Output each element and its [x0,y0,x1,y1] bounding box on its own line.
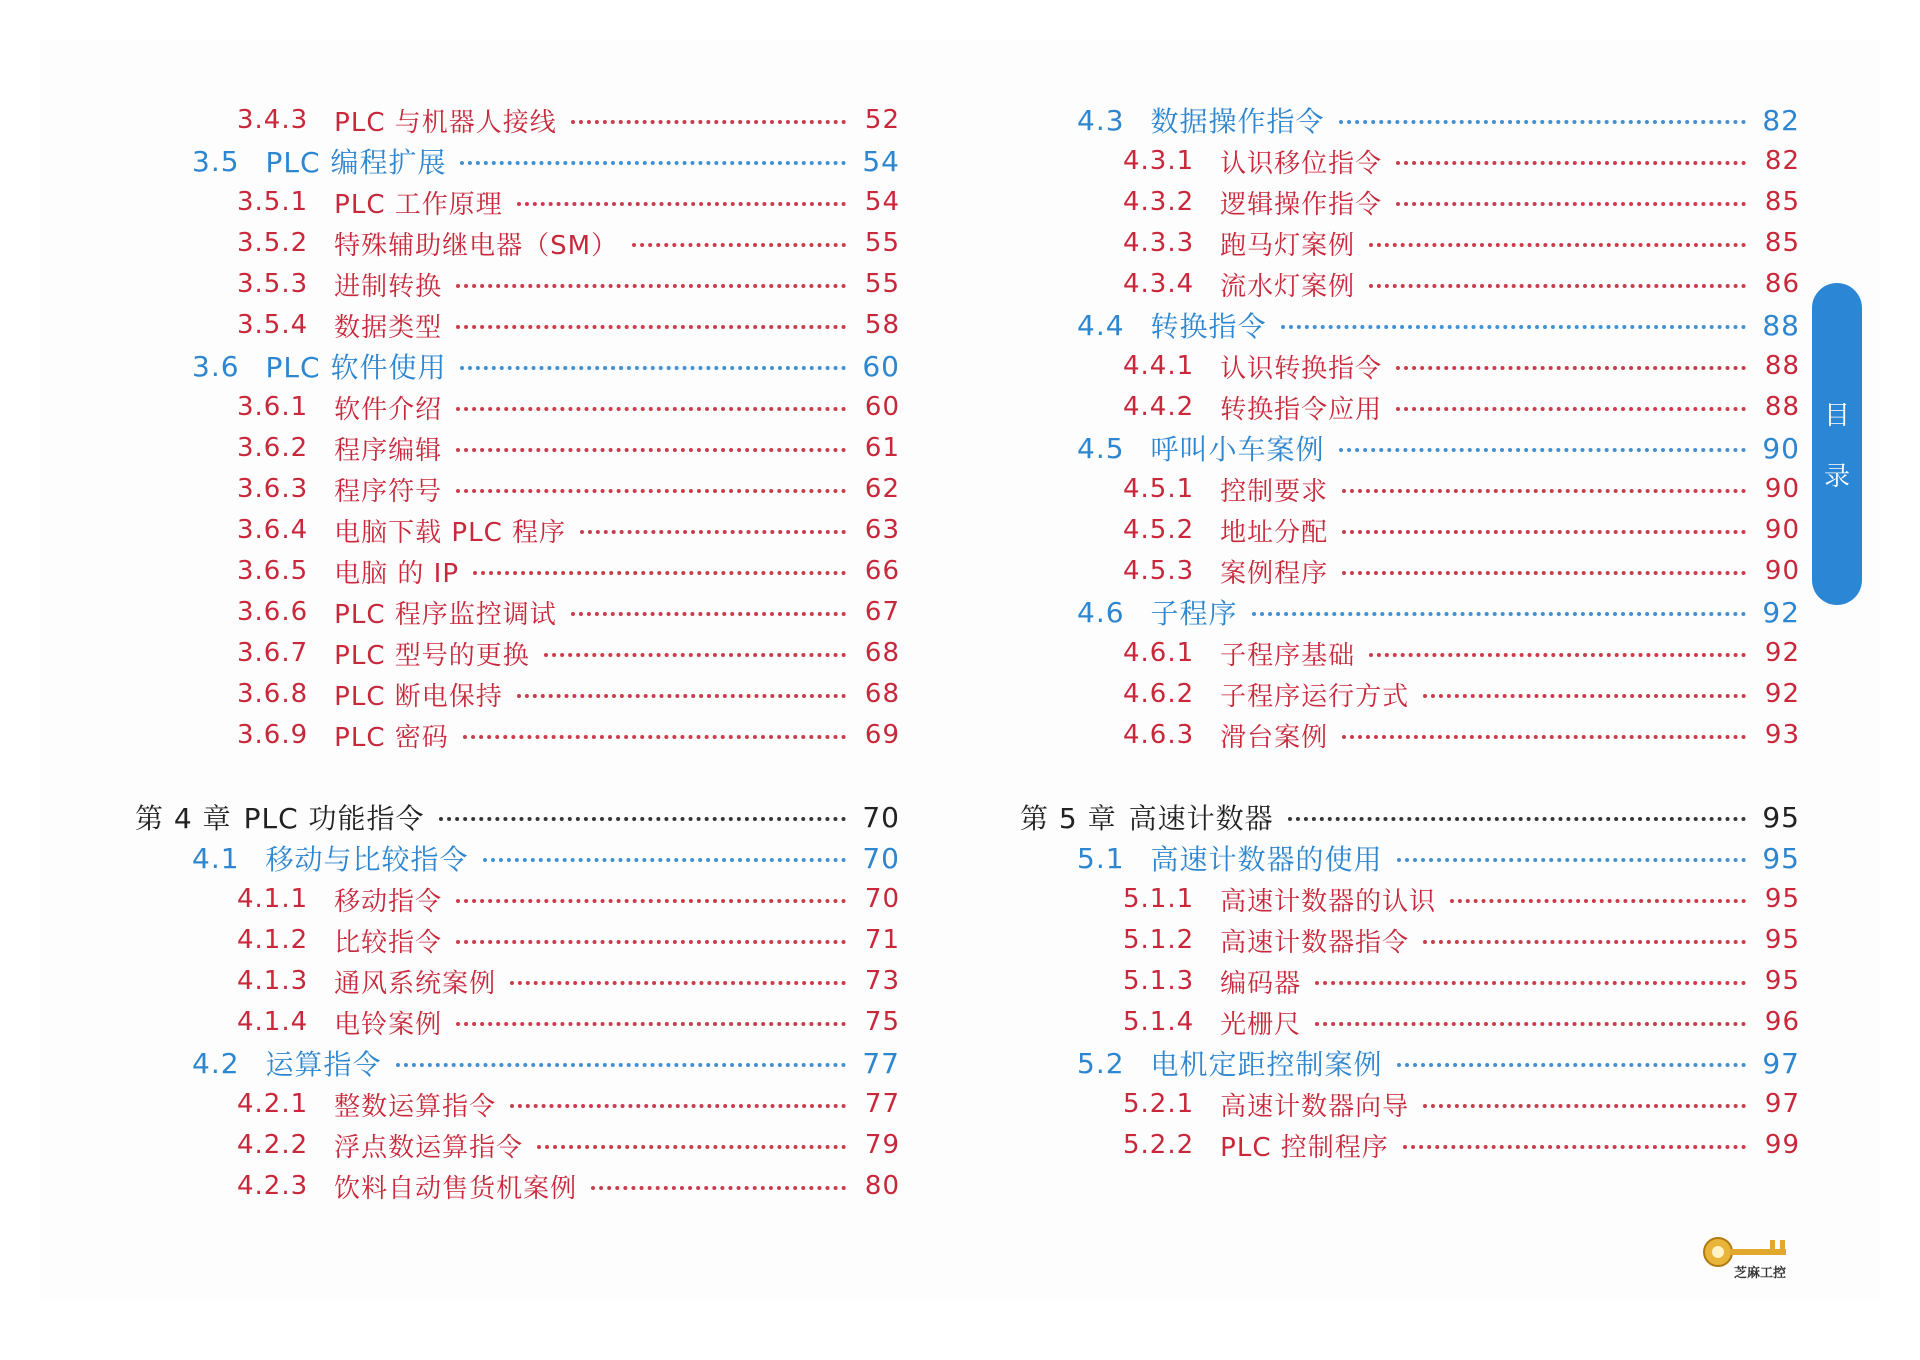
toc-entry-number: 3.6.8 [237,679,309,709]
toc-entry-subsection[interactable] [1123,674,1800,714]
toc-entry-title: 移动指令 [334,886,443,917]
contents-side-tab[interactable] [1812,283,1862,605]
toc-entry-title: 滑台案例 [1220,722,1329,753]
toc-entry-title: 浮点数运算指令 [334,1132,524,1163]
toc-entry-title: 高速计数器 [1128,802,1274,835]
dot-leader [591,1186,846,1190]
dot-leader [1396,202,1746,206]
toc-entry-subsection[interactable] [237,264,900,304]
toc-entry-number: 3.5.2 [237,228,309,258]
toc-entry-title: PLC 型号的更换 [334,640,530,671]
toc-entry-subsection[interactable] [237,961,900,1001]
toc-entry-page-number: 79 [864,1130,900,1160]
toc-entry-number: 3.6.5 [237,556,309,586]
toc-entry-title: 高速计数器向导 [1220,1091,1410,1122]
toc-entry-subsection[interactable] [1123,961,1800,1001]
toc-entry-title: PLC 编程扩展 [265,146,447,179]
dot-leader [1423,694,1746,698]
dot-leader [456,940,846,944]
dot-leader [396,1063,846,1067]
toc-entry-page-number: 54 [864,187,900,217]
dot-leader [1339,448,1746,452]
toc-entry-number: 第 5 章 [1020,802,1117,835]
toc-entry-section[interactable] [1077,838,1800,878]
toc-entry-page-number: 69 [864,720,900,750]
toc-entry-number: 4.4 [1077,308,1125,342]
toc-entry-page-number: 58 [864,310,900,340]
dot-leader [1396,366,1746,370]
toc-entry-page-number: 52 [864,105,900,135]
toc-entry-title: 移动与比较指令 [265,843,469,876]
toc-entry-page-number: 90 [1764,515,1800,545]
toc-entry-subsection[interactable] [237,223,900,263]
toc-entry-chapter[interactable] [1020,797,1800,837]
toc-entry-page-number: 70 [864,884,900,914]
toc-entry-subsection[interactable] [237,1125,900,1165]
toc-entry-title: 逻辑操作指令 [1220,189,1383,220]
toc-entry-title: 子程序运行方式 [1220,681,1410,712]
toc-entry-page-number: 86 [1764,269,1800,299]
dot-leader [1281,325,1746,329]
toc-entry-number: 4.3.4 [1123,269,1195,299]
toc-entry-title: 比较指令 [334,927,443,958]
toc-entry-title: 程序符号 [334,476,443,507]
toc-entry-page-number: 97 [1762,1046,1800,1080]
dot-leader [580,530,846,534]
toc-entry-page-number: 77 [864,1089,900,1119]
toc-entry-number: 4.1.1 [237,884,309,914]
toc-entry-number: 5.1.3 [1123,966,1195,996]
toc-entry-page-number: 55 [864,228,900,258]
toc-entry-page-number: 88 [1764,392,1800,422]
toc-entry-page-number: 80 [864,1171,900,1201]
dot-leader [1342,735,1746,739]
toc-entry-page-number: 88 [1764,351,1800,381]
toc-entry-number: 4.3.2 [1123,187,1195,217]
toc-entry-subsection[interactable] [237,100,900,140]
toc-entry-page-number: 70 [862,841,900,875]
toc-entry-subsection[interactable] [237,592,900,632]
toc-entry-section[interactable] [1077,592,1800,632]
dot-leader [1315,1022,1746,1026]
toc-entry-number: 4.3.1 [1123,146,1195,176]
toc-entry-subsection[interactable] [1123,920,1800,960]
dot-leader [456,899,846,903]
toc-entry-number: 3.5.3 [237,269,309,299]
dot-leader [1450,899,1746,903]
toc-entry-subsection[interactable] [1123,551,1800,591]
toc-entry-subsection[interactable] [1123,633,1800,673]
toc-entry-title: 高速计数器的使用 [1150,843,1383,876]
toc-entry-number: 3.5.4 [237,310,309,340]
toc-entry-title: PLC 程序监控调试 [334,599,557,630]
dot-leader [1288,817,1746,821]
dot-leader [439,817,846,821]
toc-entry-number: 3.6.1 [237,392,309,422]
toc-entry-title: 程序编辑 [334,435,443,466]
dot-leader [517,694,846,698]
toc-entry-subsection[interactable] [1123,223,1800,263]
toc-entry-subsection[interactable] [1123,264,1800,304]
toc-entry-title: 控制要求 [1220,476,1329,507]
toc-entry-title: PLC 功能指令 [243,802,425,835]
dot-leader [537,1145,846,1149]
toc-entry-number: 4.1.2 [237,925,309,955]
toc-entry-subsection[interactable] [1123,510,1800,550]
toc-entry-page-number: 97 [1764,1089,1800,1119]
dot-leader [517,202,846,206]
toc-entry-subsection[interactable] [237,1084,900,1124]
toc-entry-page-number: 82 [1762,103,1800,137]
toc-entry-title: 转换指令应用 [1220,394,1383,425]
toc-entry-number: 4.3.3 [1123,228,1195,258]
dot-leader [1423,940,1746,944]
toc-entry-page-number: 90 [1764,474,1800,504]
brand-label: 芝麻工控 [1734,1266,1787,1281]
toc-entry-title: 子程序基础 [1220,640,1356,671]
dot-leader [456,325,846,329]
toc-entry-number: 3.4.3 [237,105,309,135]
toc-entry-title: 光栅尺 [1220,1009,1302,1040]
toc-entry-number: 5.2.1 [1123,1089,1195,1119]
toc-entry-title: PLC 工作原理 [334,189,503,220]
toc-page [40,40,1880,1300]
toc-entry-subsection[interactable] [1123,469,1800,509]
toc-entry-number: 4.4.1 [1123,351,1195,381]
toc-entry-number: 4.1.4 [237,1007,309,1037]
toc-entry-title: 电铃案例 [334,1009,443,1040]
side-tab-char: 录 [1823,462,1850,492]
toc-entry-number: 3.6.2 [237,433,309,463]
dot-leader [460,366,846,370]
toc-entry-number: 5.1.4 [1123,1007,1195,1037]
toc-entry-page-number: 85 [1764,187,1800,217]
toc-entry-title: 高速计数器的认识 [1220,886,1437,917]
toc-entry-title: 进制转换 [334,271,443,302]
dot-leader [1315,981,1746,985]
toc-entry-number: 4.6.1 [1123,638,1195,668]
toc-entry-title: 电机定距控制案例 [1150,1048,1383,1081]
dot-leader [1342,530,1746,534]
toc-entry-page-number: 92 [1764,638,1800,668]
toc-entry-number: 3.6.4 [237,515,309,545]
dot-leader [1369,653,1746,657]
toc-entry-subsection[interactable] [237,1002,900,1042]
toc-entry-number: 4.5.1 [1123,474,1195,504]
toc-entry-title: 高速计数器指令 [1220,927,1410,958]
dot-leader [463,735,846,739]
dot-leader [1397,858,1746,862]
toc-entry-subsection[interactable] [237,428,900,468]
toc-entry-page-number: 60 [864,392,900,422]
toc-entry-page-number: 63 [864,515,900,545]
toc-entry-chapter[interactable] [135,797,900,837]
toc-entry-page-number: 85 [1764,228,1800,258]
toc-entry-title: 软件介绍 [334,394,443,425]
dot-leader [456,407,846,411]
toc-entry-page-number: 95 [1762,800,1800,834]
toc-entry-title: 数据操作指令 [1150,105,1325,138]
toc-entry-page-number: 90 [1762,431,1800,465]
toc-entry-title: 认识移位指令 [1220,148,1383,179]
dot-leader [1397,1063,1746,1067]
toc-entry-section[interactable] [1077,100,1800,140]
toc-entry-title: 电脑 的 IP [334,558,460,589]
toc-entry-number: 4.2.3 [237,1171,309,1201]
toc-entry-page-number: 95 [1762,841,1800,875]
toc-entry-number: 4.5 [1077,431,1125,465]
toc-entry-title: PLC 密码 [334,722,449,753]
toc-entry-subsection[interactable] [237,305,900,345]
toc-entry-title: 呼叫小车案例 [1150,433,1325,466]
dot-leader [1369,243,1746,247]
toc-entry-title: 通风系统案例 [334,968,497,999]
toc-entry-section[interactable] [192,838,900,878]
toc-entry-number: 5.2.2 [1123,1130,1195,1160]
dot-leader [544,653,846,657]
toc-entry-page-number: 68 [864,679,900,709]
toc-entry-page-number: 66 [864,556,900,586]
toc-entry-number: 3.5 [192,144,240,178]
toc-entry-subsection[interactable] [237,182,900,222]
toc-entry-page-number: 55 [864,269,900,299]
toc-entry-page-number: 71 [864,925,900,955]
toc-entry-title: 整数运算指令 [334,1091,497,1122]
dot-leader [456,448,846,452]
toc-entry-title: 案例程序 [1220,558,1329,589]
toc-entry-title: 跑马灯案例 [1220,230,1356,261]
toc-entry-number: 3.6.6 [237,597,309,627]
toc-entry-title: PLC 控制程序 [1220,1132,1389,1163]
toc-entry-section[interactable] [1077,1043,1800,1083]
toc-entry-number: 4.2.2 [237,1130,309,1160]
toc-entry-subsection[interactable] [237,387,900,427]
dot-leader [460,161,846,165]
dot-leader [1339,120,1746,124]
toc-entry-section[interactable] [1077,305,1800,345]
toc-entry-number: 5.1 [1077,841,1125,875]
toc-entry-number: 3.6.9 [237,720,309,750]
toc-entry-subsection[interactable] [1123,715,1800,755]
toc-entry-page-number: 77 [862,1046,900,1080]
dot-leader [632,243,846,247]
toc-entry-title: 特殊辅助继电器（SM） [334,230,619,261]
dot-leader [456,284,846,288]
dot-leader [1369,284,1746,288]
dot-leader [1403,1145,1746,1149]
toc-entry-page-number: 92 [1762,595,1800,629]
toc-entry-number: 4.4.2 [1123,392,1195,422]
toc-entry-page-number: 67 [864,597,900,627]
dot-leader [456,489,846,493]
toc-entry-number: 3.6 [192,349,240,383]
toc-entry-number: 4.6 [1077,595,1125,629]
toc-entry-subsection[interactable] [1123,1002,1800,1042]
toc-entry-number: 第 4 章 [135,802,232,835]
toc-entry-number: 4.5.3 [1123,556,1195,586]
toc-entry-page-number: 95 [1764,966,1800,996]
toc-entry-subsection[interactable] [237,674,900,714]
toc-entry-number: 4.3 [1077,103,1125,137]
toc-entry-page-number: 95 [1764,925,1800,955]
toc-entry-section[interactable] [192,346,900,386]
toc-entry-subsection[interactable] [1123,387,1800,427]
toc-entry-page-number: 73 [864,966,900,996]
toc-entry-subsection[interactable] [1123,141,1800,181]
dot-leader [1342,571,1746,575]
toc-entry-number: 3.6.7 [237,638,309,668]
toc-entry-section[interactable] [192,141,900,181]
dot-leader [571,120,846,124]
toc-entry-number: 4.5.2 [1123,515,1195,545]
toc-entry-number: 4.2 [192,1046,240,1080]
toc-entry-title: 饮料自动售货机案例 [334,1173,578,1204]
toc-entry-page-number: 95 [1764,884,1800,914]
toc-entry-number: 5.1.1 [1123,884,1195,914]
toc-entry-title: 地址分配 [1220,517,1329,548]
toc-entry-title: 转换指令 [1150,310,1267,343]
toc-entry-number: 4.1.3 [237,966,309,996]
dot-leader [1342,489,1746,493]
toc-entry-page-number: 90 [1764,556,1800,586]
toc-entry-page-number: 96 [1764,1007,1800,1037]
toc-entry-number: 4.1 [192,841,240,875]
toc-entry-page-number: 99 [1764,1130,1800,1160]
toc-entry-page-number: 88 [1762,308,1800,342]
toc-entry-subsection[interactable] [1123,1084,1800,1124]
toc-entry-number: 5.1.2 [1123,925,1195,955]
toc-entry-subsection[interactable] [1123,182,1800,222]
toc-entry-subsection[interactable] [237,920,900,960]
toc-entry-page-number: 92 [1764,679,1800,709]
toc-entry-subsection[interactable] [237,715,900,755]
dot-leader [571,612,846,616]
toc-entry-title: 流水灯案例 [1220,271,1356,302]
toc-entry-number: 4.6.3 [1123,720,1195,750]
toc-entry-page-number: 70 [862,800,900,834]
toc-entry-number: 3.6.3 [237,474,309,504]
dot-leader [456,1022,846,1026]
toc-entry-subsection[interactable] [1123,1125,1800,1165]
toc-entry-subsection[interactable] [237,510,900,550]
toc-entry-title: 编码器 [1220,968,1302,999]
toc-entry-section[interactable] [1077,428,1800,468]
dot-leader [473,571,846,575]
toc-entry-page-number: 68 [864,638,900,668]
toc-entry-subsection[interactable] [1123,879,1800,919]
dot-leader [1423,1104,1746,1108]
dot-leader [510,981,846,985]
toc-entry-subsection[interactable] [237,1166,900,1206]
dot-leader [1396,407,1746,411]
toc-entry-title: 电脑下载 PLC 程序 [334,517,567,548]
toc-entry-title: PLC 断电保持 [334,681,503,712]
toc-entry-subsection[interactable] [237,469,900,509]
toc-entry-title: PLC 与机器人接线 [334,107,557,138]
toc-entry-page-number: 62 [864,474,900,504]
toc-entry-subsection[interactable] [237,879,900,919]
toc-entry-subsection[interactable] [237,551,900,591]
toc-entry-title: 数据类型 [334,312,443,343]
dot-leader [1396,161,1746,165]
toc-entry-subsection[interactable] [1123,346,1800,386]
toc-entry-subsection[interactable] [237,633,900,673]
toc-entry-page-number: 60 [862,349,900,383]
side-tab-char: 目 [1823,401,1850,431]
dot-leader [1252,612,1746,616]
toc-entry-number: 4.2.1 [237,1089,309,1119]
toc-entry-title: 运算指令 [265,1048,382,1081]
dot-leader [483,858,846,862]
toc-entry-number: 3.5.1 [237,187,309,217]
toc-entry-section[interactable] [192,1043,900,1083]
toc-entry-title: 子程序 [1150,597,1238,630]
toc-entry-number: 4.6.2 [1123,679,1195,709]
toc-entry-title: PLC 软件使用 [265,351,447,384]
toc-entry-page-number: 61 [864,433,900,463]
toc-entry-number: 5.2 [1077,1046,1125,1080]
toc-entry-page-number: 54 [862,144,900,178]
toc-entry-title: 认识转换指令 [1220,353,1383,384]
toc-entry-page-number: 82 [1764,146,1800,176]
dot-leader [510,1104,846,1108]
toc-entry-page-number: 75 [864,1007,900,1037]
toc-entry-page-number: 93 [1764,720,1800,750]
